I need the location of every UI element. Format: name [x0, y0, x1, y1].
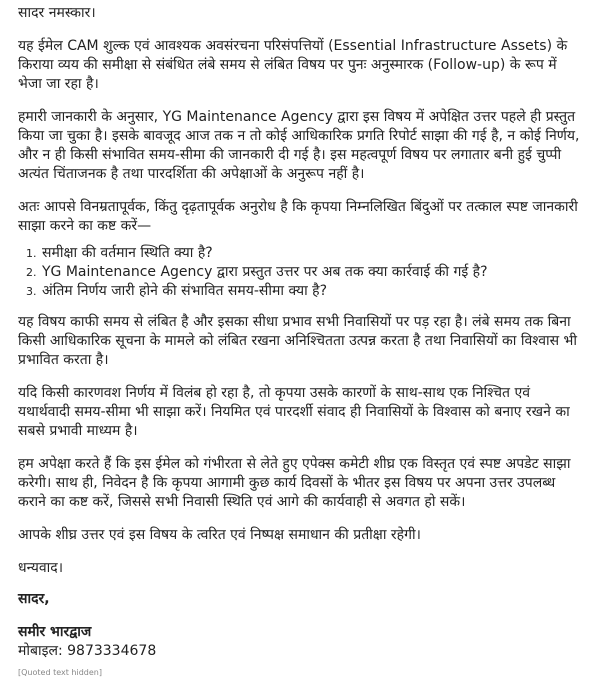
awaiting-paragraph: आपके शीघ्र उत्तर एवं इस विषय के त्वरित एवं निष्पक्ष समाधान की प्रतीक्षा रहेगी। — [18, 527, 421, 543]
list-item: 2. YG Maintenance Agency द्वारा प्रस्तुत उत्तर पर अब तक क्या कार्रवाई की गई है? — [40, 263, 584, 282]
thanks-text: धन्यवाद। — [18, 560, 64, 576]
delay-paragraph: यदि किसी कारणवश निर्णय में विलंब हो रहा है, तो कृपया उसके कारणों के साथ-साथ एक निश्चित एवं यथार्थवादी समय-सीमा भी साझा करें। नियमित एवं पारदर्शी संवाद ही निवासियों के विश्वास को बनाए रखने का सबसे प्रभावी माध्यम है। — [18, 385, 570, 439]
question-list — [18, 244, 584, 301]
list-item: 3. अंतिम निर्णय जारी होने की संभावित समय-सीमा क्या है? — [40, 282, 584, 301]
sender-name: समीर भारद्वाज — [18, 624, 92, 640]
impact-paragraph: यह विषय काफी समय से लंबित है और इसका सीधा प्रभाव सभी निवासियों पर पड़ रहा है। लंबे समय तक बिना किसी आधिकारिक सूचना के मामले को लंबित रखना अनिश्चितता उत्पन्न करता है तथा निवासियों का विश्वास भी प्रभावित करता है। — [18, 314, 578, 368]
quoted-text-toggle[interactable]: [Quoted text hidden] — [18, 668, 102, 677]
context-paragraph: हमारी जानकारी के अनुसार, YG Maintenance Agency द्वारा इस विषय में अपेक्षित उत्तर पहले ही प्रस्तुत किया जा चुका है। इसके बावजूद आज तक न तो कोई आधिकारिक प्रगति रिपोर्ट साझा की गई है, न कोई निर्णय, और न ही किसी संभावित समय-सीमा की जानकारी दी गई है। इस महत्वपूर्ण विषय पर लगातार बनी हुई चुप्पी अत्यंत चिंताजनक है तथा पारदर्शिता की अपेक्षाओं के अनुरूप नहीं है। — [18, 109, 580, 182]
sender-mobile: मोबाइल: 9873334678 — [18, 643, 157, 659]
greeting: सादर नमस्कार। — [18, 5, 96, 21]
expectation-paragraph: हम अपेक्षा करते हैं कि इस ईमेल को गंभीरता से लेते हुए एपेक्स कमेटी शीघ्र एक विस्तृत एवं स्पष्ट अपडेट साझा करेगी। साथ ही, निवेदन है कि कृपया आगामी कुछ कार्य दिवसों के भीतर इस विषय पर अपना उत्तर उपलब्ध कराने का कष्ट करें, जिससे सभी निवासी स्थिति एवं आगे की कार्यवाही से अवगत हो सकें। — [18, 456, 571, 510]
intro-paragraph: यह ईमेल CAM शुल्क एवं आवश्यक अवसंरचना परिसंपत्तियों (Essential Infrastructure Assets) के किराया व्यय की समीक्षा से संबंधित लंबे समय से लंबित विषय पर पुनः अनुस्मारक (Follow-up) के रूप में भेजा जा रहा है। — [18, 38, 568, 92]
list-item: 1. समीक्षा की वर्तमान स्थिति क्या है? — [40, 244, 584, 263]
closing-text: सादर, — [18, 591, 50, 607]
signature-block — [18, 590, 584, 682]
request-paragraph: अतः आपसे विनम्रतापूर्वक, किंतु दृढ़तापूर्वक अनुरोध है कि कृपया निम्नलिखित बिंदुओं पर तत्काल स्पष्ट जानकारी साझा करने का कष्ट करें— — [18, 199, 578, 234]
